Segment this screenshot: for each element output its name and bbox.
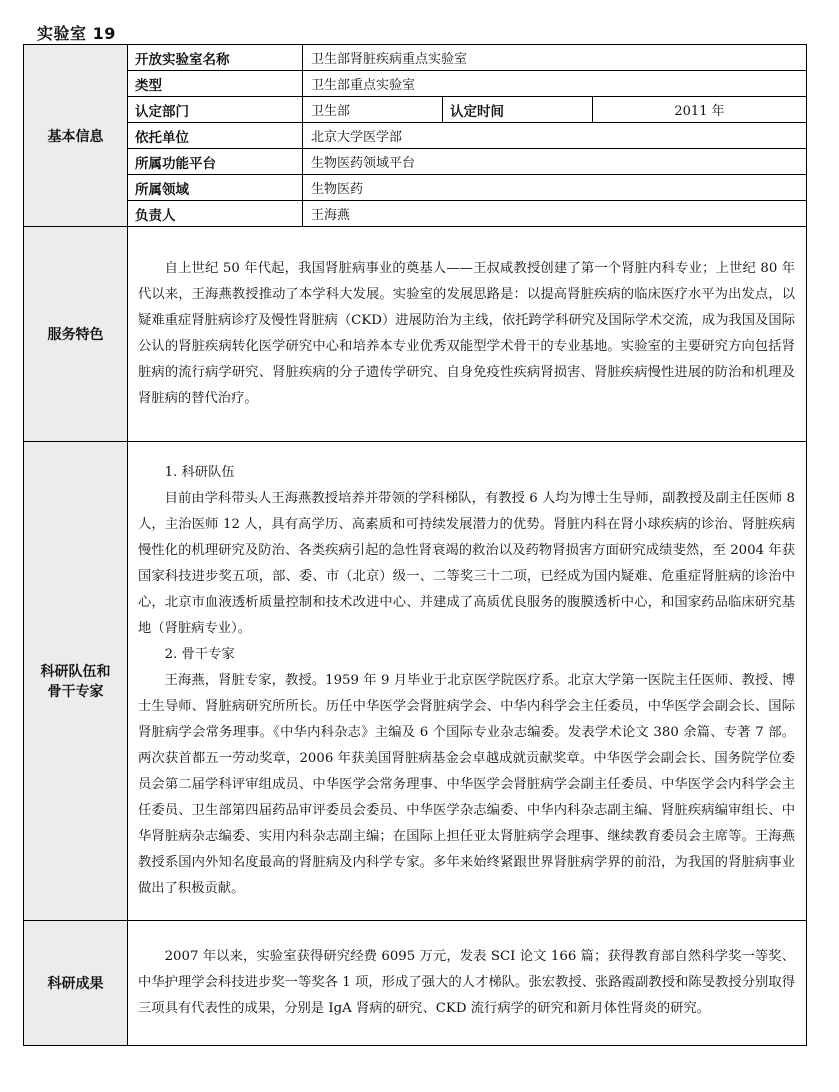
type-value: 卫生部重点实验室 (303, 71, 807, 97)
row-team (24, 442, 807, 921)
row-results (24, 921, 807, 1046)
row-leader (24, 201, 807, 227)
unit-label: 依托单位 (128, 123, 303, 149)
leader-value: 王海燕 (303, 201, 807, 227)
service-label: 服务特色 (24, 227, 128, 442)
dept-label: 认定部门 (128, 97, 303, 123)
service-cell (128, 227, 807, 442)
team-paragraph-1: 目前由学科带头人王海燕教授培养并带领的学科梯队，有教授 6 人均为博士生导师，副教授及副主任医师 8 人，主治医师 12 人，具有高学历、高素质和可持续发展潜力的优势。肾脏内科在肾小球疾病的诊治、肾脏疾病慢性化的机理研究及防治、各类疾病引起的急性肾衰竭的救治以及药物肾损害方面研究成绩斐然，至 2004 年获国家科技进步奖五项，部、委、市（北京）级一、二等奖三十二项，已经成为国内疑难、危重症肾脏病的诊治中心，北京市血液透析质量控制和技术改进中心、并建成了高质优良服务的腹膜透析中心，和国家药品临床研究基地（肾脏病专业）。 (138, 491, 796, 636)
team-label-line2: 骨干专家 (47, 684, 104, 700)
dept-value: 卫生部 (303, 97, 443, 123)
unit-value: 北京大学医学部 (303, 123, 807, 149)
team-cell (128, 442, 807, 921)
team-label (24, 442, 128, 921)
row-type (24, 71, 807, 97)
platform-label: 所属功能平台 (128, 149, 303, 175)
platform-value: 生物医药领域平台 (303, 149, 807, 175)
type-label: 类型 (128, 71, 303, 97)
lab-info-table (23, 44, 807, 1046)
results-label: 科研成果 (24, 921, 128, 1046)
service-text: 自上世纪 50 年代起，我国肾脏病事业的奠基人——王叔咸教授创建了第一个肾脏内科专业；上世纪 80 年代以来，王海燕教授推动了本学科大发展。实验室的发展思路是：以提高肾脏疾病的临床医疗水平为出发点，以疑难重症肾脏病诊疗及慢性肾脏病（CKD）进展防治为主线，依托跨学科研究及国际学术交流，成为我国及国际公认的肾脏疾病转化医学研究中心和培养本专业优秀双能型学术骨干的专业基地。实验室的主要研究方向包括肾脏病的流行病学研究、肾脏疾病的分子遗传学研究、自身免疫性疾病肾损害、肾脏疾病慢性进展的防治和机理及肾脏病的替代治疗。 (138, 261, 796, 406)
team-heading-1: 1. 科研队伍 (164, 465, 235, 480)
page-title: 实验室 19 (37, 24, 116, 43)
row-dept (24, 97, 807, 123)
results-text: 2007 年以来，实验室获得研究经费 6095 万元，发表 SCI 论文 166 篇；获得教育部自然科学奖一等奖、中华护理学会科技进步奖一等奖各 1 项，形成了强大的人才梯队。张宏教授、张路霞副教授和陈旻教授分别取得三项具有代表性的成果，分别是 IgA 肾病的研究、CKD 流行病学的研究和新月体性肾炎的研究。 (138, 949, 796, 1016)
field-label: 所属领域 (128, 175, 303, 201)
row-service (24, 227, 807, 442)
row-unit (24, 123, 807, 149)
row-name (24, 45, 807, 71)
row-field (24, 175, 807, 201)
results-cell (128, 921, 807, 1046)
lab-name-label: 开放实验室名称 (128, 45, 303, 71)
row-platform (24, 149, 807, 175)
lab-name-value: 卫生部肾脏疾病重点实验室 (303, 45, 807, 71)
time-value: 2011 年 (593, 97, 807, 123)
time-label: 认定时间 (443, 97, 593, 123)
team-heading-2: 2. 骨干专家 (164, 647, 235, 662)
team-paragraph-2: 王海燕，肾脏专家，教授。1959 年 9 月毕业于北京医学院医疗系。北京大学第一医院主任医师、教授、博士生导师、肾脏病研究所所长。历任中华医学会肾脏病学会、中华内科学会主任委员，中华医学会副会长、国际肾脏病学会常务理事。《中华内科杂志》主编及 6 个国际专业杂志编委。发表学术论文 380 余篇、专著 7 部。两次获首都五一劳动奖章，2006 年获美国肾脏病基金会卓越成就贡献奖章。中华医学会副会长、国务院学位委员会第二届学科评审组成员、中华医学会常务理事、中华医学会肾脏病学会副主任委员、中华医学会内科学会主任委员、卫生部第四届药品审评委员会委员、中华医学杂志编委、中华内科杂志副主编、肾脏疾病编审组长、中华肾脏病杂志编委、实用内科杂志副主编；在国际上担任亚太肾脏病学会理事、继续教育委员会主席等。王海燕教授系国内外知名度最高的肾脏病及内科学专家。多年来始终紧跟世界肾脏病学界的前沿，为我国的肾脏病事业做出了积极贡献。 (138, 673, 796, 896)
leader-label: 负责人 (128, 201, 303, 227)
basic-info-label: 基本信息 (24, 45, 128, 227)
field-value: 生物医药 (303, 175, 807, 201)
team-label-line1: 科研队伍和 (40, 664, 111, 680)
